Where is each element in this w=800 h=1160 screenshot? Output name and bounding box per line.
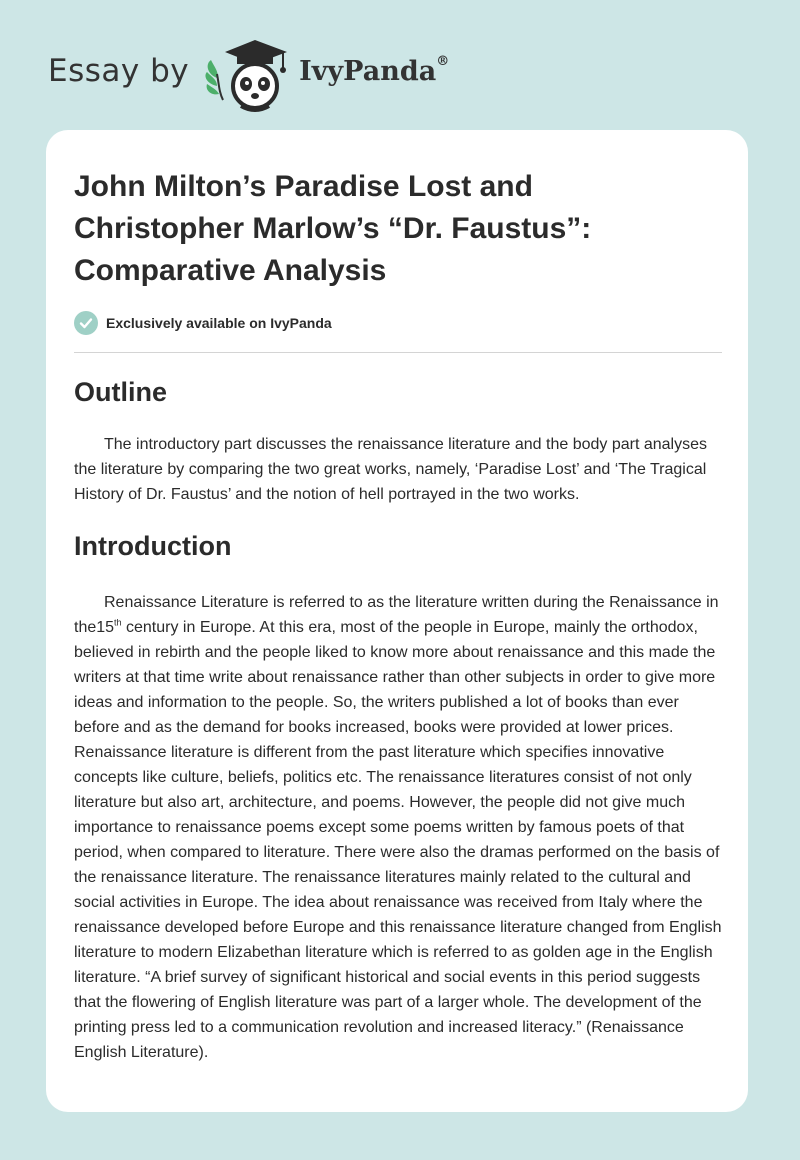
- introduction-paragraph: [74, 590, 726, 1065]
- outline-heading: Outline: [74, 377, 167, 407]
- introduction-text-start: Renaissance Literature is referred to as the literature written during the Renaissance in the15: [74, 594, 719, 636]
- check-icon: [74, 311, 98, 335]
- exclusive-label: Exclusively available on IvyPanda: [106, 315, 332, 331]
- brand-name-text: IvyPanda: [299, 55, 437, 87]
- exclusive-badge: [74, 310, 720, 336]
- century-superscript: th: [114, 617, 122, 628]
- brand-name: [299, 53, 450, 87]
- page-title: John Milton’s Paradise Lost and Christopher Marlow’s “Dr. Faustus”: Comparative Analysis: [74, 170, 592, 287]
- brand-prefix: Essay by: [48, 53, 190, 89]
- brand-header[interactable]: [48, 34, 449, 114]
- divider: [74, 352, 722, 353]
- introduction-text-rest: century in Europe. At this era, most of the people in Europe, mainly the orthodox, believed in rebirth and the people liked to know more about renaissance and this made the writers at that time write about renaissance rather than other subjects in order to give more ideas and information to the people. So, the writers published a lot of books than ever before and as the demand for books increased, books were provided at lower prices. Renaissance literature is different from the past literature which specifies innovative concepts like culture, beliefs, politics etc. The renaissance literatures consist of not only literature but also art, architecture, and poems. However, the people did not give much importance to renaissance poems except some poems written by famous poets of that period, when compared to literature. There were also the dramas performed on the basis of the renaissance literature. The renaissance literatures mainly related to the cultural and social activities in Europe. The idea about renaissance was received from Italy where the renaissance developed before Europe and this renaissance literature changed from English literature to modern Elizabethan literature which is referred to as golden age in the English literature. “A brief survey of significant historical and social events in this period suggests that the flowering of English literature was part of a larger whole. The development of the printing press led to a communication revolution and increased literacy.” (Renaissance English Literature).: [74, 619, 722, 1061]
- outline-paragraph: The introductory part discusses the renaissance literature and the body part analyses the literature by comparing the two great works, namely, ‘Paradise Lost’ and ‘The Tragical History of Dr. Faustus’ and the notion of hell portrayed in the two works.: [74, 436, 707, 503]
- panda-graduate-icon: [203, 34, 297, 114]
- registered-mark: ®: [436, 53, 450, 69]
- introduction-heading: Introduction: [74, 531, 232, 561]
- essay-card: [46, 130, 748, 1112]
- leaf-icon: [206, 60, 224, 100]
